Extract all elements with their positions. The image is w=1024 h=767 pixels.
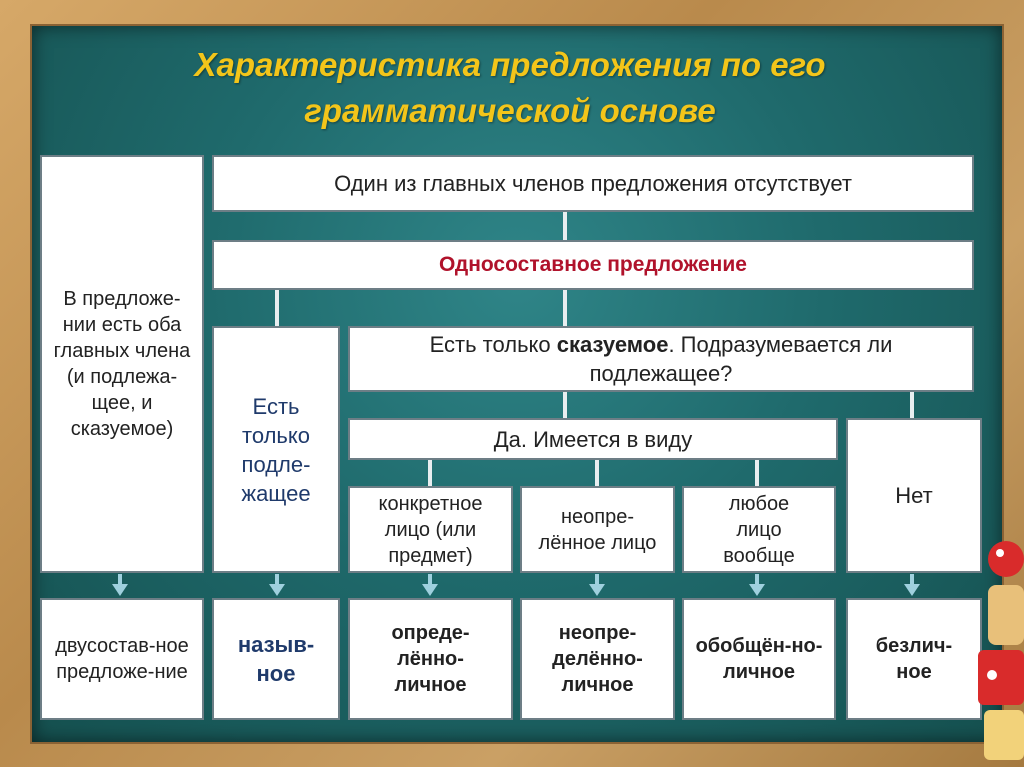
- arrow-down-icon: [112, 584, 128, 596]
- any-person-box: [682, 486, 836, 573]
- any-person-text: любое лицо вообще: [723, 492, 795, 567]
- one-part-sentence-box: [212, 240, 974, 290]
- two-part-result-box: [40, 598, 204, 720]
- only-subject-text: Есть только подле-жащее: [241, 393, 311, 506]
- indefinite-personal-result-text: неопре-делённо-личное: [552, 622, 643, 696]
- definite-personal-result-text: опреде-лённо-личное: [391, 622, 470, 696]
- one-member-missing-text: Один из главных членов предложения отсутствует: [334, 171, 852, 196]
- yes-implied-text: Да. Имеется в виду: [493, 426, 693, 452]
- two-part-result-text: двусостав-ное предложе-ние: [55, 635, 189, 683]
- connector: [755, 460, 759, 486]
- impersonal-result-text: безлич-ное: [875, 635, 953, 683]
- arrow-down-icon: [749, 584, 765, 596]
- connector: [563, 290, 567, 326]
- two-main-members-box: [40, 155, 204, 573]
- arrow-down-icon: [422, 584, 438, 596]
- connector: [563, 212, 567, 240]
- specific-person-box: [348, 486, 513, 573]
- nominative-result-text: назыв-ное: [237, 632, 315, 686]
- one-member-missing-box: [212, 155, 974, 212]
- indefinite-personal-result-box: [520, 598, 675, 720]
- only-predicate-bold: сказуемое: [556, 332, 669, 357]
- yes-implied-box: [348, 418, 838, 460]
- cartoon-decoration-icon: [972, 515, 1024, 765]
- only-predicate-prefix: Есть только: [429, 332, 557, 357]
- one-part-sentence-text: Односоставное предложение: [439, 253, 747, 276]
- arrow-down-icon: [269, 584, 285, 596]
- no-box: [846, 418, 982, 573]
- only-predicate-text: [362, 330, 960, 388]
- definite-personal-result-box: [348, 598, 513, 720]
- only-subject-box: [212, 326, 340, 573]
- connector: [910, 392, 914, 418]
- generalized-personal-result-box: [682, 598, 836, 720]
- specific-person-text: конкретное лицо (или предмет): [378, 492, 483, 567]
- connector: [275, 290, 279, 326]
- indefinite-person-text: неопре-лённое лицо: [538, 505, 657, 554]
- page-title: Характеристика предложения по его грамматической основе: [194, 46, 826, 129]
- nominative-result-box: [212, 598, 340, 720]
- only-predicate-box: [348, 326, 974, 392]
- connector: [595, 460, 599, 486]
- connector: [563, 392, 567, 418]
- two-main-members-text: В предложе-нии есть оба главных члена (и подлежа-щее, и сказуемое): [53, 288, 191, 440]
- generalized-personal-result-text: обобщён-но-личное: [695, 635, 823, 683]
- impersonal-result-box: [846, 598, 982, 720]
- no-text: Нет: [895, 483, 933, 508]
- connector: [428, 460, 432, 486]
- arrow-down-icon: [904, 584, 920, 596]
- only-predicate-suffix: . Подразумевается ли подлежащее?: [589, 332, 893, 386]
- indefinite-person-box: [520, 486, 675, 573]
- arrow-down-icon: [589, 584, 605, 596]
